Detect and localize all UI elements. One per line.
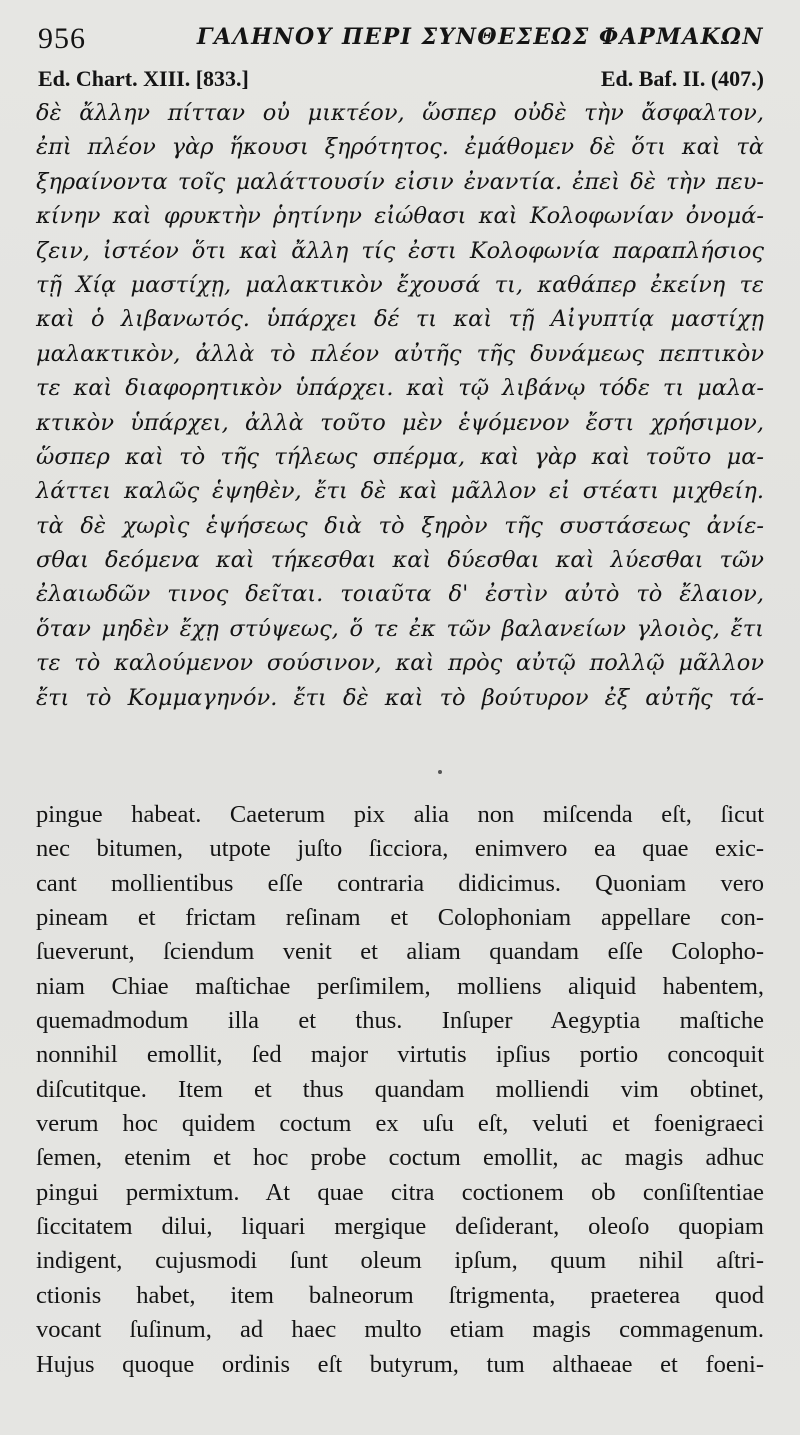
greek-line: ζειν, ἰστέον ὅτι καὶ ἄλλη τίς ἐστι Κολοφωνία παραπλήσιος [36,237,764,264]
greek-text-block [36,96,764,715]
page-header [38,20,764,60]
latin-line: cant mollientibus eſſe contraria didicimus. Quoniam vero [36,869,764,897]
running-title: ΓΑΛΗΝΟΥ ΠΕΡΙ ΣΥΝΘΕΣΕΩΣ ΦΑΡΜΑΚΩΝ [196,24,764,50]
latin-line: pineam et frictam reſinam et Colophoniam appellare con- [36,904,764,932]
greek-line: μαλακτικὸν, ἀλλὰ τὸ πλέον αὐτῆς τῆς δυνάμεως πεπτικὸν [36,340,764,367]
greek-line: λάττει καλῶς ἑψηθὲν, ἔτι δὲ καὶ μᾶλλον εἰ στέατι μιχθείη. [36,478,764,505]
greek-line: καὶ ὁ λιβανωτός. ὑπάρχει δέ τι καὶ τῇ Αἰγυπτίᾳ μαστίχῃ [36,306,764,333]
latin-text-block [36,798,764,1382]
latin-line: indigent, cujusmodi ſunt oleum ipſum, quum nihil aſtri- [36,1247,764,1275]
latin-line: quemadmodum illa et thus. Inſuper Aegyptia maſtiche [36,1007,764,1035]
greek-line: τῇ Χίᾳ μαστίχῃ, μαλακτικὸν ἔχουσά τι, καθάπερ ἐκείνη τε [36,271,764,298]
latin-line: niam Chiae maſtichae perſimilem, molliens aliquid habentem, [36,972,764,1000]
greek-line: ἐλαιωδῶν τινος δεῖται. τοιαῦτα δ' ἐστὶν αὐτὸ τὸ ἔλαιον, [36,581,764,608]
greek-line: ὥσπερ καὶ τὸ τῆς τήλεως σπέρμα, καὶ γὰρ καὶ τοῦτο μα- [36,443,764,470]
greek-line: τε τὸ καλούμενον σούσινον, καὶ πρὸς αὐτῷ πολλῷ μᾶλλον [36,650,764,677]
latin-line: verum hoc quidem coctum ex uſu eſt, veluti et foenigraeci [36,1110,764,1138]
greek-line: τὰ δὲ χωρὶς ἑψήσεως διὰ τὸ ξηρὸν τῆς συστάσεως ἀνίε- [36,512,764,539]
latin-line: ſiccitatem dilui, liquari mergique deſiderant, oleoſo quopiam [36,1213,764,1241]
latin-line: vocant ſuſinum, ad haec multo etiam magis commagenum. [36,1316,764,1344]
latin-line: nonnihil emollit, ſed major virtutis ipſius portio concoquit [36,1041,764,1069]
greek-line: δὲ ἄλλην πίτταν οὐ μικτέον, ὥσπερ οὐδὲ τὴν ἄσφαλτον, [36,100,764,126]
greek-line: ἔτι τὸ Κομμαγηνόν. ἔτι δὲ καὶ τὸ βούτυρον ἐξ αὐτῆς τά- [36,684,764,711]
page-number: 956 [38,22,86,55]
latin-line: diſcutitque. Item et thus quandam molliendi vim obtinet, [36,1075,764,1103]
greek-line: ξηραίνοντα τοῖς μαλάττουσίν εἰσιν ἐναντία. ἐπεὶ δὲ τὴν πευ- [36,168,764,195]
greek-line: κτικὸν ὑπάρχει, ἀλλὰ τοῦτο μὲν ἑψόμενον ἔστι χρήσιμον, [36,409,764,436]
latin-line: ctionis habet, item balneorum ſtrigmenta, praeterea quod [36,1281,764,1309]
latin-line: pingui permixtum. At quae citra coctionem ob conſiſtentiae [36,1178,764,1206]
latin-line: pingue habeat. Caeterum pix alia non miſcenda eſt, ſicut [36,801,764,828]
greek-line: ἐπὶ πλέον γὰρ ἥκουσι ξηρότητος. ἐμάθομεν δὲ ὅτι καὶ τὰ [36,134,764,161]
print-speck [438,770,442,774]
latin-line: ſemen, etenim et hoc probe coctum emollit, ac magis adhuc [36,1144,764,1172]
greek-line: τε καὶ διαφορητικὸν ὑπάρχει. καὶ τῷ λιβάνῳ τόδε τι μαλα- [36,375,764,402]
greek-line: ὅταν μηδὲν ἔχῃ στύψεως, ὅ τε ἐκ τῶν βαλανείων γλοιὸς, ἔτι [36,615,764,642]
edition-chartier-reference: Ed. Chart. XIII. [833.] [38,66,249,91]
latin-line: ſueverunt, ſciendum venit et aliam quandam eſſe Colopho- [36,938,764,966]
greek-line: κίνην καὶ φρυκτὴν ῥητίνην εἰώθασι καὶ Κολοφωνίαν ὀνομά- [36,203,764,230]
latin-line: Hujus quoque ordinis eſt butyrum, tum althaeae et foeni- [36,1350,764,1378]
edition-basel-reference: Ed. Baf. II. (407.) [600,66,764,91]
greek-line: σθαι δεόμενα καὶ τήκεσθαι καὶ δύεσθαι καὶ λύεσθαι τῶν [36,547,764,574]
edition-references [38,66,764,96]
latin-line: nec bitumen, utpote juſto ſicciora, enimvero ea quae exic- [36,835,764,863]
